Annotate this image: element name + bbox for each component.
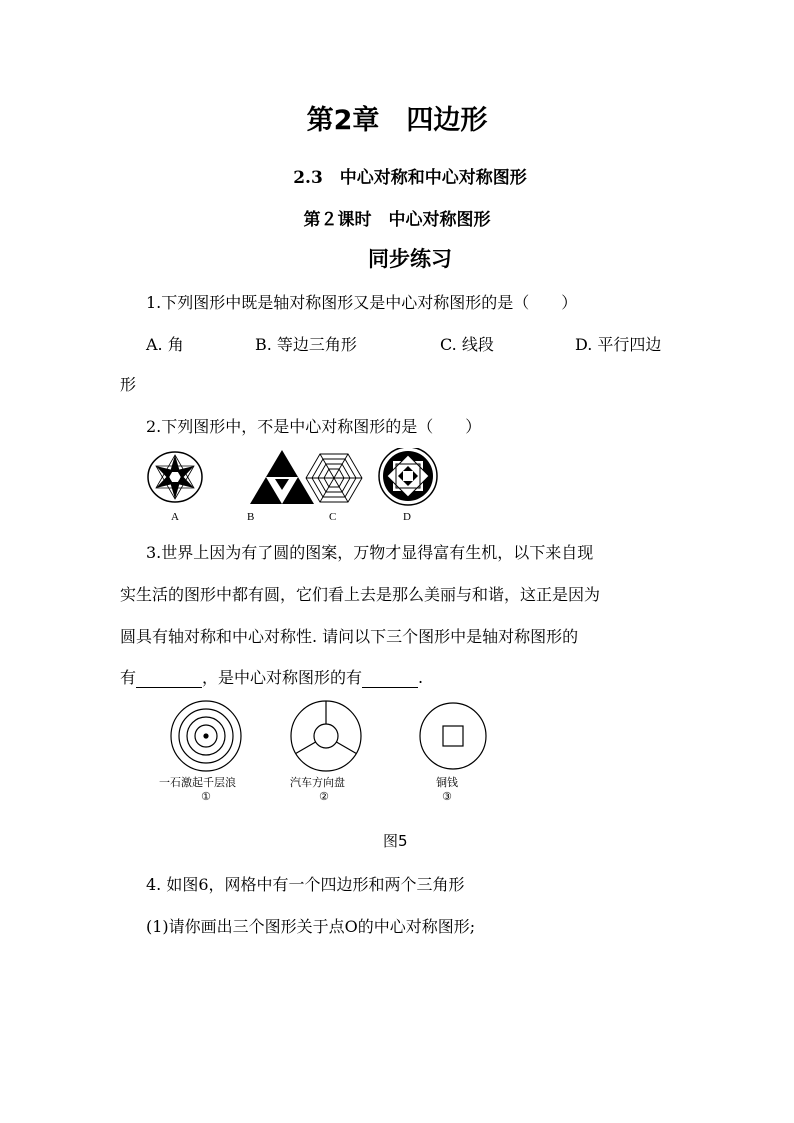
q2-label-d: D — [403, 511, 411, 523]
q1-option-c: C. 线段 — [440, 335, 494, 354]
figure-coin — [420, 703, 486, 769]
q3-line-4 — [120, 665, 423, 688]
q2-label-a: A — [171, 511, 179, 523]
chapter-title: 第2章 四边形 — [306, 105, 488, 136]
figure-c-hexagons — [306, 454, 362, 502]
q2-label-b: B — [247, 511, 255, 523]
q2-figures — [140, 448, 450, 508]
q3-caption-3: 铜钱 — [436, 776, 458, 789]
q1-option-d: D. 平行四边 — [575, 335, 662, 354]
q3-figure-title: 图5 — [383, 832, 408, 850]
figure-a-star-circle — [148, 452, 202, 502]
section-title: 2.3 中心对称和中心对称图形 — [293, 168, 527, 188]
q3-line-1: 3.世界上因为有了圆的图案，万物才显得富有生机，以下来自现 — [146, 543, 594, 562]
q4-stem: 4. 如图6，网格中有一个四边形和两个三角形 — [146, 875, 465, 894]
q1-continuation: 形 — [120, 375, 137, 394]
q3-number-2: ② — [319, 790, 329, 803]
lesson-title: 第２课时 中心对称图形 — [303, 210, 491, 230]
figure-ripples — [171, 701, 241, 771]
q3-number-3: ③ — [442, 790, 452, 803]
figure-b-triangle — [250, 450, 314, 504]
q1-stem: 1.下列图形中既是轴对称图形又是中心对称图形的是（ ） — [146, 293, 578, 312]
q2-stem: 2.下列图形中，不是中心对称图形的是（ ） — [146, 417, 482, 436]
q3-number-1: ① — [201, 790, 211, 803]
q3-last-middle: ，是中心对称图形的有 — [202, 668, 363, 687]
q3-line-3: 圆具有轴对称和中心对称性. 请问以下三个图形中是轴对称图形的 — [120, 627, 579, 646]
q3-blank-axis[interactable] — [136, 671, 202, 688]
q3-figures — [160, 698, 500, 780]
q3-blank-center[interactable] — [362, 671, 418, 688]
q3-caption-2: 汽车方向盘 — [290, 776, 345, 789]
figure-steering-wheel — [291, 701, 361, 771]
q4-part-1: (1)请你画出三个图形关于点O的中心对称图形; — [146, 917, 476, 936]
q3-caption-1: 一石激起千层浪 — [159, 776, 236, 789]
practice-title: 同步练习 — [368, 246, 452, 271]
q1-option-b: B. 等边三角形 — [255, 335, 357, 354]
q2-label-c: C — [329, 511, 337, 523]
q1-option-a: A. 角 — [146, 335, 184, 354]
q3-line-2: 实生活的图形中都有圆，它们看上去是那么美丽与和谐，这正是因为 — [120, 585, 601, 604]
figure-d-square-star — [379, 448, 437, 505]
q3-last-prefix: 有 — [120, 668, 137, 687]
q3-last-suffix: . — [418, 668, 424, 687]
